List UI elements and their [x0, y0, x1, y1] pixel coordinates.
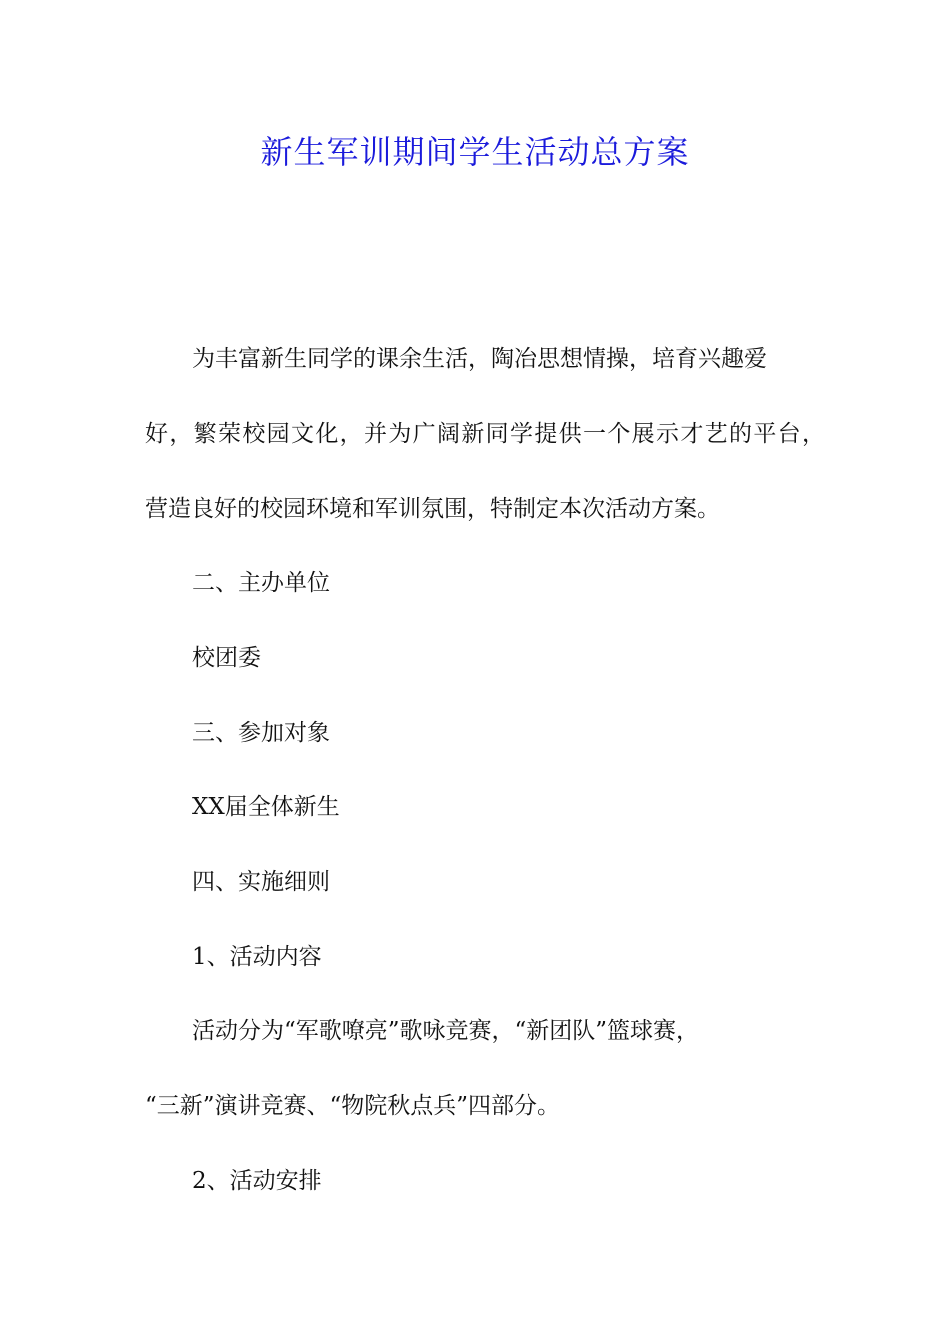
- paragraph-line: 为丰富新生同学的课余生活，陶冶思想情操，培育兴趣爱: [192, 346, 767, 372]
- section-heading: 二、主办单位: [192, 570, 330, 596]
- paragraph-line: 校团委: [192, 645, 261, 671]
- document-title: 新生军训期间学生活动总方案: [260, 133, 690, 171]
- paragraph-line: 活动分为“军歌嘹亮”歌咏竞赛，“新团队”篮球赛，: [192, 1018, 700, 1044]
- paragraph-line: 营造良好的校园环境和军训氛围，特制定本次活动方案。: [145, 496, 720, 522]
- section-heading: 四、实施细则: [192, 869, 330, 895]
- subsection-heading: 2、活动安排: [192, 1168, 322, 1194]
- subsection-heading: 1、活动内容: [192, 944, 322, 970]
- paragraph-line: “三新”演讲竞赛、“物院秋点兵”四部分。: [145, 1093, 561, 1119]
- paragraph-line: XX届全体新生: [192, 794, 340, 820]
- section-heading: 三、参加对象: [192, 720, 330, 746]
- paragraph-line: 好，繁荣校园文化，并为广阔新同学提供一个展示才艺的平台，: [145, 421, 825, 447]
